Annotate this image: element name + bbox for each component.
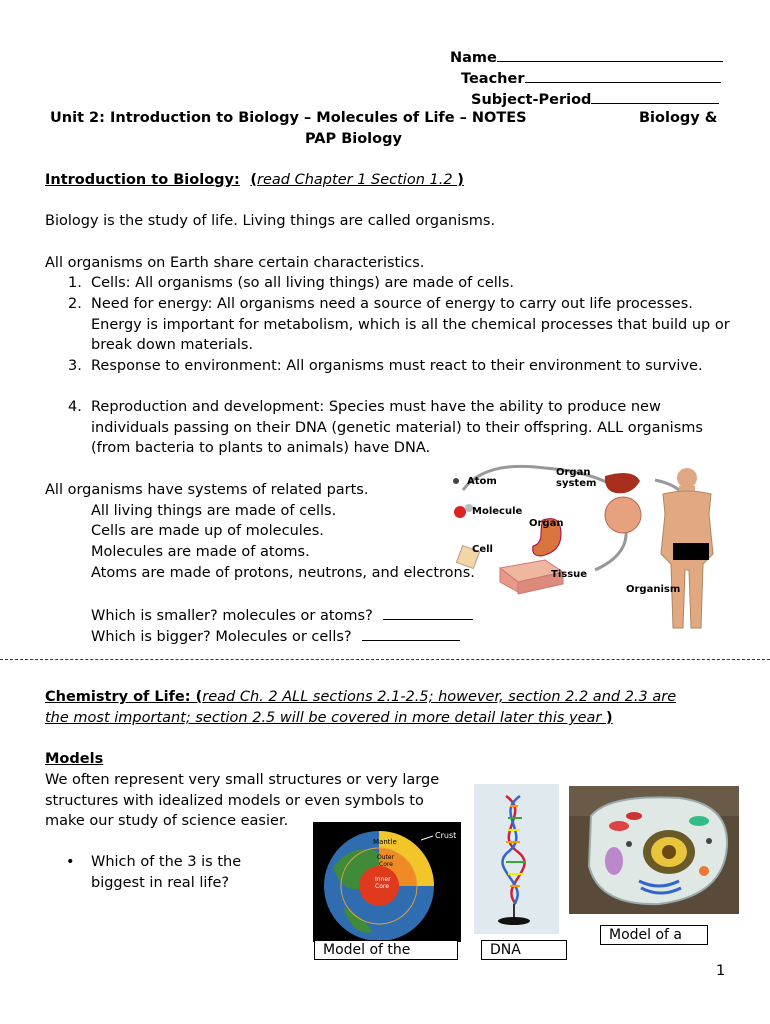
intro-heading-line [45, 170, 464, 190]
chemistry-heading: Chemistry of Life: [45, 689, 191, 705]
list-item: 4. Reproduction and development: Species must have the ability to produce new individuals passing on their DNA (genetic material) to their offspring. ALL organisms (from bacteria to plants to animals) have DNA. [68, 399, 703, 456]
svg-text:Molecule: Molecule [472, 506, 523, 517]
svg-text:system: system [556, 478, 597, 489]
question-bigger: Which is bigger? Molecules or cells? [91, 629, 352, 645]
unit-title: Unit 2: Introduction to Biology – Molecules of Life – NOTES [50, 110, 527, 126]
name-label: Name [450, 50, 497, 66]
svg-text:Atom: Atom [467, 476, 497, 487]
list-item: 1. Cells: All organisms (so all living things) are made of cells. [68, 275, 514, 291]
molecule-icon [454, 506, 466, 518]
paren-open: ( [250, 172, 258, 188]
liver-icon [605, 473, 640, 493]
svg-text:Organ: Organ [529, 518, 564, 529]
systems-line: Cells are made up of molecules. [91, 523, 324, 539]
teacher-field[interactable] [461, 67, 721, 89]
answer-blank[interactable] [383, 604, 473, 620]
question-smaller-line [91, 604, 473, 626]
paren-close: ) [457, 172, 464, 188]
question-line: Which of the 3 is the [91, 854, 242, 870]
models-paragraph-line: We often represent very small structures or very large [45, 772, 440, 788]
page-number: 1 [716, 963, 726, 979]
svg-text:Organ: Organ [556, 467, 591, 478]
svg-text:Outer: Outer [377, 854, 395, 861]
question-line: biggest in real life? [91, 875, 230, 891]
teacher-label: Teacher [461, 71, 525, 87]
intro-reading: read Chapter 1 Section 1.2 [257, 172, 458, 188]
systems-line: Molecules are made of atoms. [91, 544, 310, 560]
intestines-icon [605, 497, 641, 533]
svg-text:Core: Core [379, 861, 393, 868]
systems-line: All living things are made of cells. [91, 503, 337, 519]
models-paragraph-line: make our study of science easier. [45, 813, 289, 829]
subject-period-field[interactable] [471, 88, 719, 110]
list-item: 3. Response to environment: All organisms must react to their environment to survive. [68, 358, 703, 374]
unit-title-line2: PAP Biology [305, 131, 402, 147]
systems-lead: All organisms have systems of related parts. [45, 482, 369, 498]
answer-blank[interactable] [362, 625, 460, 641]
name-field[interactable] [450, 46, 723, 68]
biology-definition: Biology is the study of life. Living things are called organisms. [45, 213, 496, 229]
earth-model-image [313, 822, 461, 942]
bullet: • [66, 854, 75, 870]
list-item: 2. Need for energy: All organisms need a source of energy to carry out life processes. Energy is important for metabolism, which is all the chemical processes that build up or break down materials. [68, 296, 730, 353]
chemistry-reading-line2: the most important; section 2.5 will be covered in more detail later this year ) [45, 710, 613, 726]
svg-text:Tissue: Tissue [551, 569, 588, 580]
svg-text:Core: Core [375, 883, 389, 890]
question-bigger-line [91, 625, 460, 647]
svg-text:Cell: Cell [472, 544, 493, 555]
characteristics-lead: All organisms on Earth share certain characteristics. [45, 255, 425, 271]
chemistry-reading: read Ch. 2 ALL sections 2.1-2.5; however, section 2.2 and 2.3 are [202, 689, 677, 705]
chemistry-heading-line: Chemistry of Life: (read Ch. 2 ALL sections 2.1-2.5; however, section 2.2 and 2.3 are [45, 689, 677, 705]
atom-icon [453, 478, 459, 484]
caption-dna: DNA [481, 940, 567, 960]
intro-heading: Introduction to Biology: [45, 172, 240, 188]
subject-period-label: Subject-Period [471, 92, 592, 108]
svg-text:Crust: Crust [435, 831, 457, 840]
section-divider [0, 659, 770, 660]
unit-title-right: Biology & [639, 110, 718, 126]
models-paragraph-line: structures with idealized models or even symbols to [45, 793, 424, 809]
svg-text:Inner: Inner [375, 876, 391, 883]
models-heading: Models [45, 751, 104, 767]
question-smaller: Which is smaller? molecules or atoms? [91, 608, 373, 624]
svg-text:Organism: Organism [626, 584, 681, 595]
dna-model-image [474, 784, 559, 934]
caption-earth: Model of the [314, 940, 458, 960]
censor-bar [673, 543, 709, 560]
caption-cell: Model of a [600, 925, 708, 945]
systems-line: Atoms are made of protons, neutrons, and electrons. [91, 565, 475, 581]
cell-model-image [569, 786, 739, 914]
svg-text:Mantle: Mantle [373, 838, 397, 846]
